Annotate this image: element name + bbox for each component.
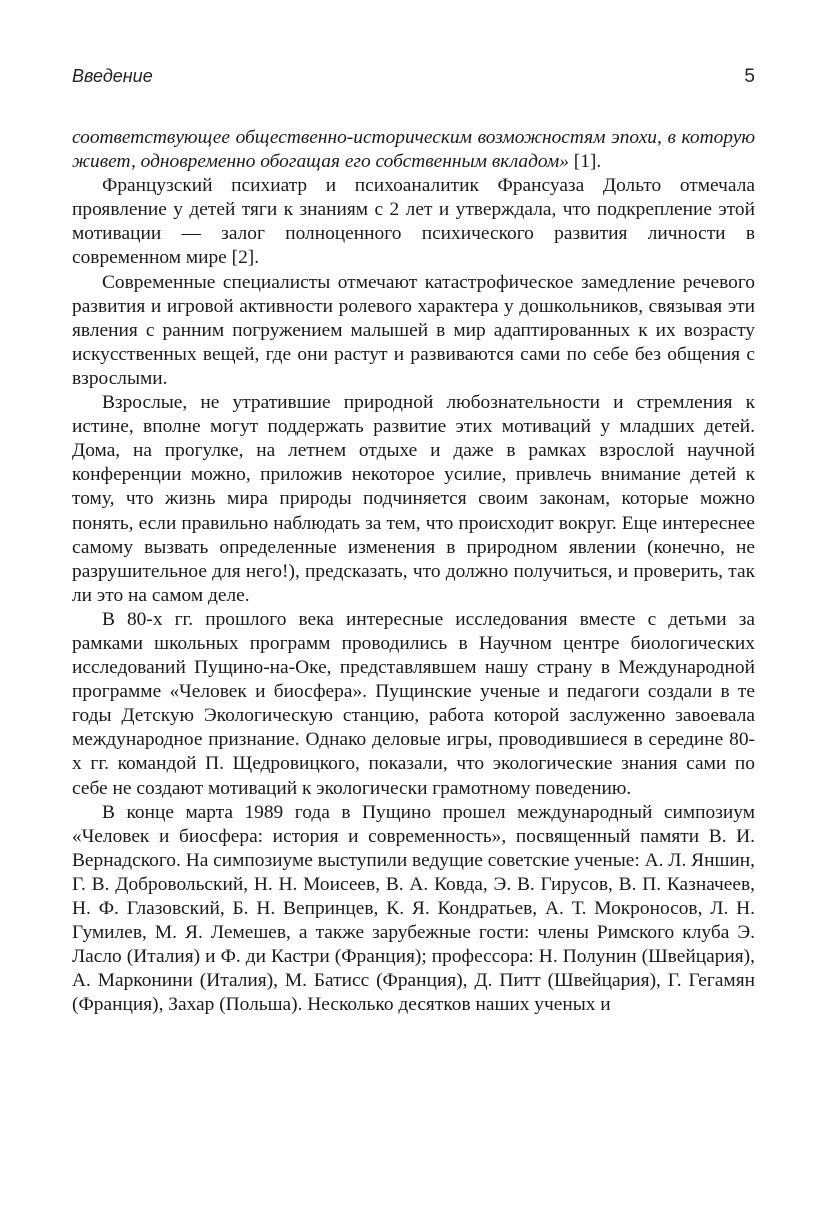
page-header [72, 66, 755, 94]
page-number: 5 [744, 66, 755, 87]
paragraph-continuation [72, 126, 755, 174]
body-text [72, 126, 755, 1017]
quote-tail: соответствующее общественно-историческим возможностям эпохи, в которую живет, одновременно обогащая его собственным вкладом» [72, 127, 755, 173]
paragraph: В 80-х гг. прошлого века интересные исследования вместе с детьми за рамками школьных программ проводились в Научном центре биологических исследований Пущино-на-Оке, представлявшем нашу страну в Международной программе «Человек и биосфера». Пущинские ученые и педагоги создали в те годы Детскую Экологическую станцию, работа которой заслуженно завоевала международное признание. Однако деловые игры, проводившиеся в середине 80-х гг. командой П. Щедровицкого, показали, что экологические знания сами по себе не создают мотиваций к экологически грамотному поведению. [72, 608, 755, 799]
citation: [1]. [568, 151, 602, 173]
paragraph: Современные специалисты отмечают катастрофическое замедление речевого развития и игровой активности ролевого характера у дошкольников, связывая эти явления с ранним погружением малышей в мир адаптированных к их возрасту искусственных вещей, где они растут и развиваются сами по себе без общения с взрослыми. [72, 271, 755, 389]
paragraph: Взрослые, не утратившие природной любознательности и стремления к истине, вполне могут поддержать развитие этих мотиваций у младших детей. Дома, на прогулке, на летнем отдыхе и даже в рамках взрослой научной конференции можно, приложив некоторое усилие, привлечь внимание детей к тому, что жизнь мира природы подчиняется своим законам, которые можно понять, если правильно наблюдать за тем, что происходит вокруг. Еще интереснее самому вызвать определенные изменения в природном явлении (конечно, не разрушительное для него!), предсказать, что должно получиться, и проверить, так ли это на самом деле. [72, 392, 755, 606]
paragraph: В конце марта 1989 года в Пущино прошел международный симпозиум «Человек и биосфера: история и современность», посвященный памяти В. И. Вернадского. На симпозиуме выступили ведущие советские ученые: А. Л. Яншин, Г. В. Добровольский, Н. Н. Моисеев, В. А. Ковда, Э. В. Гирусов, В. П. Казначеев, Н. Ф. Глазовский, Б. Н. Вепринцев, К. Я. Кондратьев, А. Т. Мокроносов, Л. Н. Гумилев, М. Я. Лемешев, а также зарубежные гости: члены Римского клуба Э. Ласло (Италия) и Ф. ди Кастри (Франция); профессора: Н. Полунин (Швейцария), А. Марконини (Италия), М. Батисс (Франция), Д. Питт (Швейцария), Г. Гегамян (Франция), Захар (Польша). Несколько десятков наших ученых и [72, 801, 755, 1016]
running-title: Введение [72, 66, 153, 86]
paragraph: Французский психиатр и психоаналитик Франсуаза Дольто отмечала проявление у детей тяги к знаниям с 2 лет и утверждала, что подкрепление этой мотивации — залог полноценного психического развития личности в современном мире [2]. [72, 175, 755, 269]
